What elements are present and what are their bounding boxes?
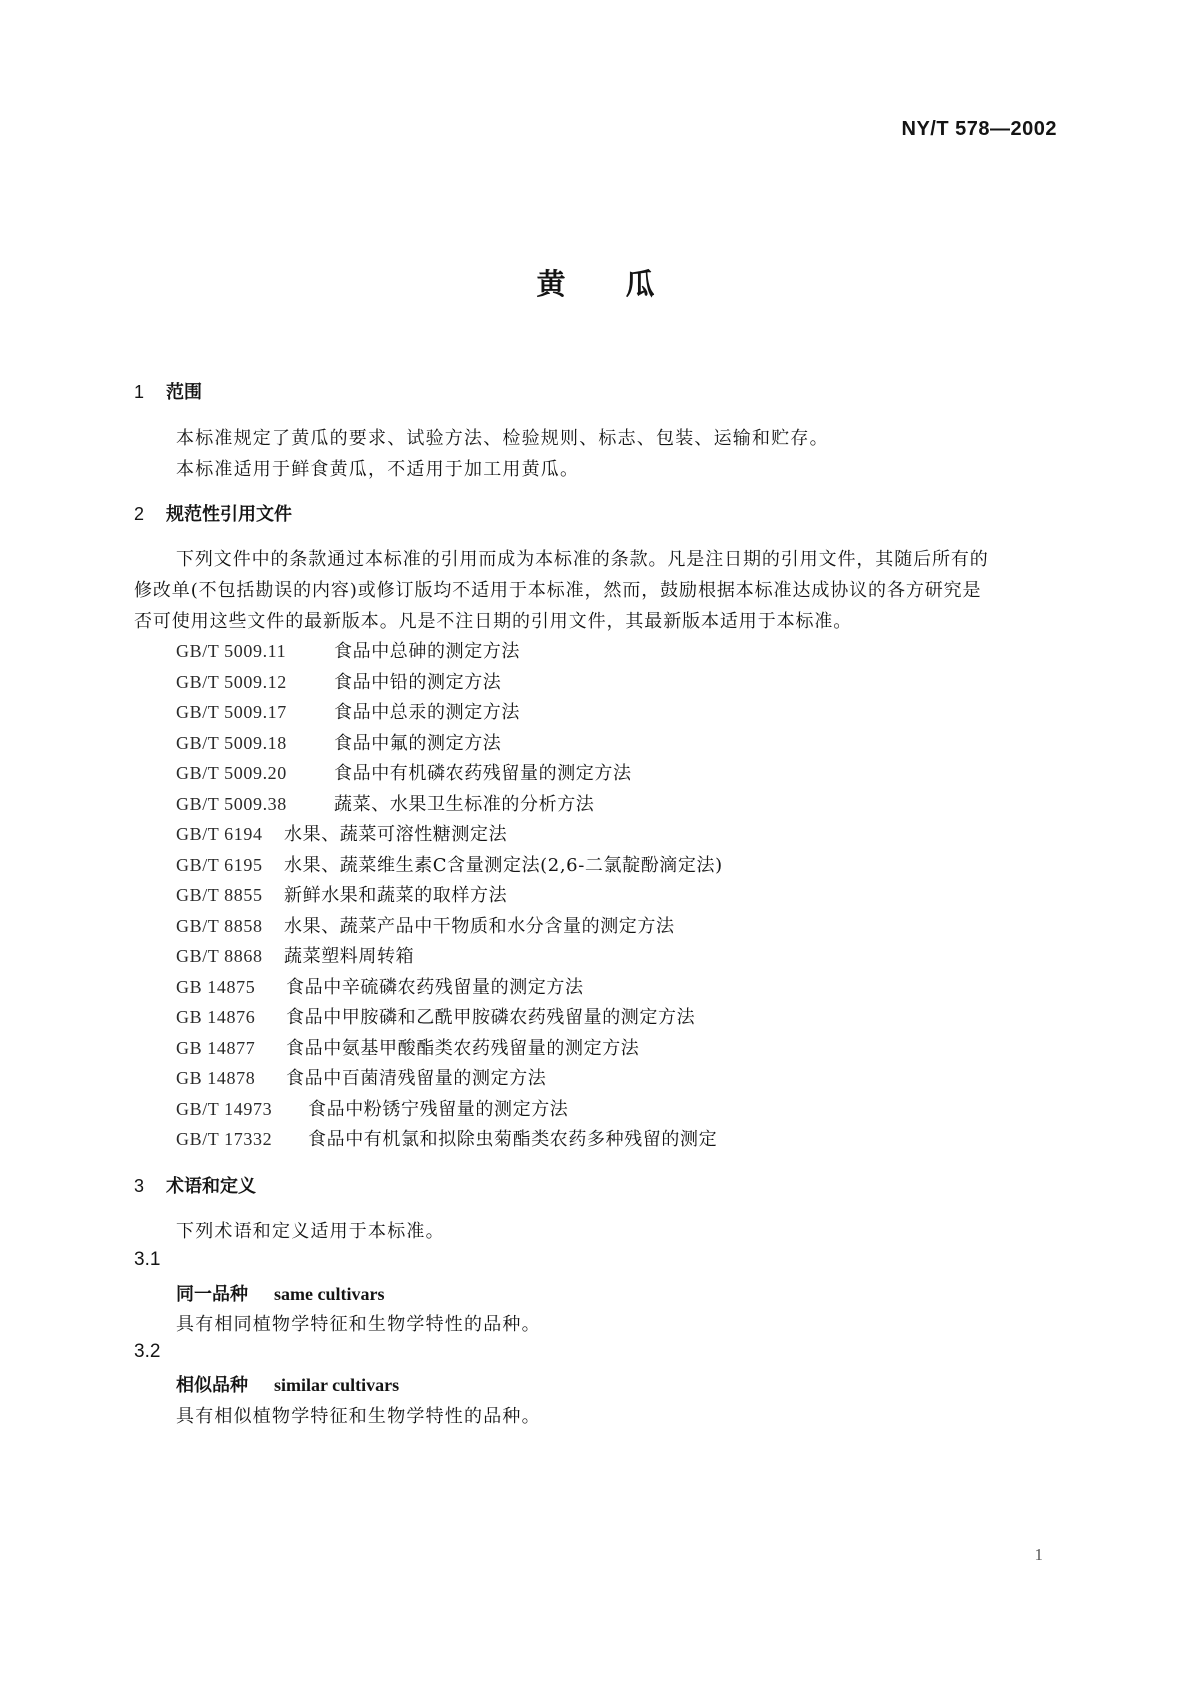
section-number: 1 — [134, 382, 145, 402]
reference-code: GB/T 17332 — [176, 1129, 273, 1149]
reference-title: 水果、蔬菜产品中干物质和水分含量的测定方法 — [284, 916, 675, 937]
reference-item — [176, 668, 501, 694]
section-1-heading — [134, 378, 202, 404]
reference-title: 蔬菜塑料周转箱 — [284, 946, 415, 967]
terms-intro: 下列术语和定义适用于本标准。 — [176, 1221, 445, 1242]
reference-item — [176, 851, 723, 877]
term-english: similar cultivars — [274, 1375, 400, 1395]
reference-title: 食品中总汞的测定方法 — [334, 702, 520, 723]
reference-item — [176, 973, 584, 999]
scope-paragraph-1: 本标准规定了黄瓜的要求、试验方法、检验规则、标志、包装、运输和贮存。 — [176, 428, 829, 449]
reference-code: GB 14876 — [176, 1007, 256, 1027]
section-3-heading — [134, 1172, 256, 1198]
reference-item — [176, 1064, 546, 1090]
page-number: 1 — [1034, 1545, 1043, 1564]
reference-title: 水果、蔬菜可溶性糖测定法 — [284, 824, 508, 845]
normative-intro-line-2: 修改单(不包括勘误的内容)或修订版均不适用于本标准，然而，鼓励根据本标准达成协议的各方研究是 — [134, 580, 982, 601]
reference-code: GB/T 8855 — [176, 885, 263, 905]
reference-code: GB/T 5009.20 — [176, 763, 287, 783]
scope-paragraph-2: 本标准适用于鲜食黄瓜，不适用于加工用黄瓜。 — [176, 459, 580, 480]
section-2-heading — [134, 500, 292, 526]
normative-intro-line-1: 下列文件中的条款通过本标准的引用而成为本标准的条款。凡是注日期的引用文件，其随后所有的 — [176, 549, 989, 570]
term-heading — [176, 1280, 384, 1306]
reference-code: GB 14875 — [176, 977, 256, 997]
section-number: 3 — [134, 1176, 145, 1196]
reference-item — [176, 759, 632, 785]
term-definition: 具有相似植物学特征和生物学特性的品种。 — [176, 1406, 541, 1427]
reference-title: 水果、蔬菜维生素C含量测定法(2,6-二氯靛酚滴定法) — [284, 855, 723, 876]
reference-title: 蔬菜、水果卫生标准的分析方法 — [334, 794, 595, 815]
reference-code: GB/T 5009.18 — [176, 733, 287, 753]
term-chinese: 相似品种 — [176, 1375, 248, 1396]
reference-title: 食品中有机氯和拟除虫菊酯类农药多种残留的测定 — [308, 1129, 718, 1150]
term-english: same cultivars — [274, 1284, 385, 1304]
reference-item — [176, 1003, 695, 1029]
reference-item — [176, 637, 520, 663]
reference-title: 食品中有机磷农药残留量的测定方法 — [334, 763, 632, 784]
reference-code: GB/T 8868 — [176, 946, 263, 966]
term-definition: 具有相同植物学特征和生物学特性的品种。 — [176, 1314, 541, 1335]
normative-intro-line-3: 否可使用这些文件的最新版本。凡是不注日期的引用文件，其最新版本适用于本标准。 — [134, 611, 853, 632]
reference-title: 食品中铅的测定方法 — [334, 672, 502, 693]
reference-item — [176, 729, 501, 755]
document-title: 黄瓜 — [536, 267, 715, 301]
reference-code: GB/T 6194 — [176, 824, 263, 844]
reference-item — [176, 820, 507, 846]
term-number: 3.1 — [134, 1249, 161, 1270]
reference-code: GB/T 14973 — [176, 1099, 273, 1119]
reference-title: 食品中粉锈宁残留量的测定方法 — [308, 1099, 569, 1120]
reference-item — [176, 912, 675, 938]
section-title: 术语和定义 — [166, 1176, 256, 1197]
term-heading — [176, 1371, 399, 1397]
term-number: 3.2 — [134, 1341, 161, 1362]
reference-title: 食品中氨基甲酸酯类农药残留量的测定方法 — [286, 1038, 640, 1059]
standard-code: NY/T 578—2002 — [901, 118, 1057, 140]
section-number: 2 — [134, 504, 145, 524]
reference-title: 食品中总砷的测定方法 — [334, 641, 520, 662]
reference-title: 新鲜水果和蔬菜的取样方法 — [284, 885, 508, 906]
reference-item — [176, 1034, 639, 1060]
reference-title: 食品中甲胺磷和乙酰甲胺磷农药残留量的测定方法 — [286, 1007, 696, 1028]
reference-title: 食品中辛硫磷农药残留量的测定方法 — [286, 977, 584, 998]
reference-code: GB/T 5009.12 — [176, 672, 287, 692]
reference-title: 食品中百菌清残留量的测定方法 — [286, 1068, 547, 1089]
reference-code: GB/T 6195 — [176, 855, 263, 875]
reference-item — [176, 1125, 717, 1151]
reference-title: 食品中氟的测定方法 — [334, 733, 502, 754]
reference-code: GB/T 8858 — [176, 916, 263, 936]
reference-item — [176, 790, 594, 816]
reference-item — [176, 881, 507, 907]
reference-item — [176, 698, 520, 724]
reference-code: GB/T 5009.11 — [176, 641, 287, 661]
reference-code: GB 14878 — [176, 1068, 256, 1088]
section-title: 范围 — [166, 382, 202, 403]
reference-code: GB/T 5009.38 — [176, 794, 287, 814]
reference-code: GB/T 5009.17 — [176, 702, 287, 722]
reference-item — [176, 1095, 568, 1121]
reference-code: GB 14877 — [176, 1038, 256, 1058]
term-chinese: 同一品种 — [176, 1284, 248, 1305]
section-title: 规范性引用文件 — [166, 504, 292, 525]
reference-item — [176, 942, 414, 968]
